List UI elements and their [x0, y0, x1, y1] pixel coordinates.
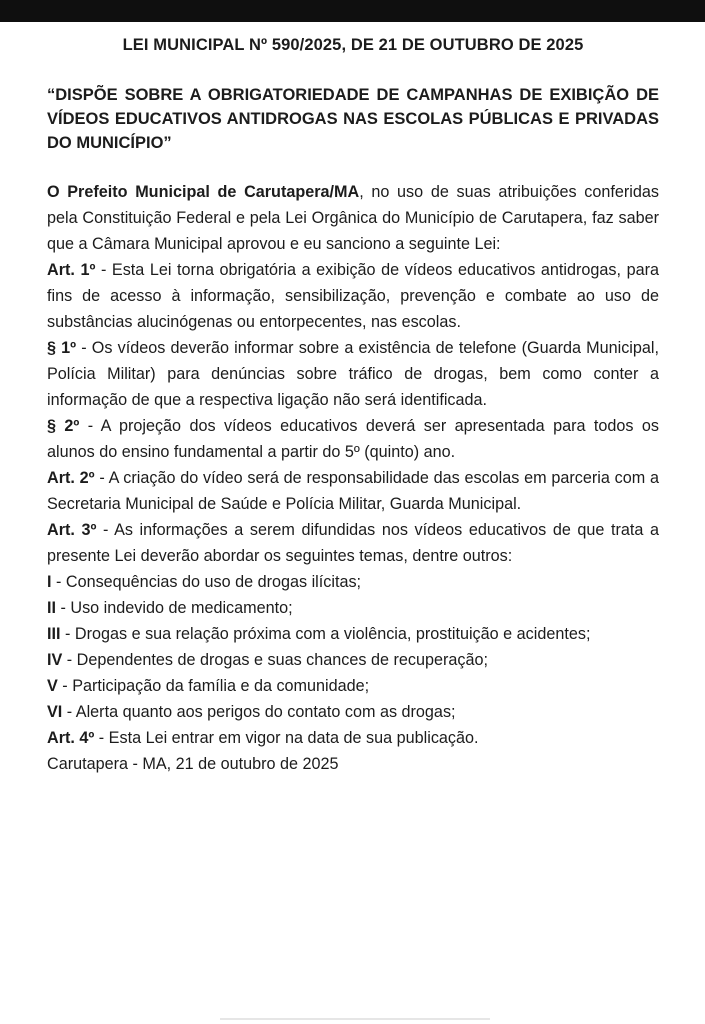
- inciso-ii: [47, 595, 659, 621]
- top-status-bar: [0, 0, 705, 22]
- paragraph-2-label: § 2º: [47, 417, 80, 435]
- article-2-text: - A criação do vídeo será de responsabilidade das escolas em parceria com a Secretaria Municipal de Saúde e Polícia Militar, Guarda Municipal.: [47, 469, 660, 513]
- closing-place-date: Carutapera - MA, 21 de outubro de 2025: [47, 755, 339, 773]
- article-4-text: - Esta Lei entrar em vigor na data de sua publicação.: [94, 729, 479, 747]
- preamble-bold: O Prefeito Municipal de Carutapera/MA: [47, 183, 360, 201]
- article-4-label: Art. 4º: [47, 729, 95, 747]
- bottom-divider: [220, 1018, 490, 1020]
- paragraph-1-label: § 1º: [47, 339, 77, 357]
- inciso-vi: [47, 699, 659, 725]
- article-1-label: Art. 1º: [47, 261, 96, 279]
- article-3: [47, 517, 659, 569]
- law-body: [47, 179, 659, 777]
- inciso-vi-label: VI: [47, 703, 63, 721]
- inciso-vi-text: - Alerta quanto aos perigos do contato com as drogas;: [62, 703, 456, 721]
- inciso-v-label: V: [47, 677, 58, 695]
- inciso-ii-text: - Uso indevido de medicamento;: [56, 599, 293, 617]
- paragraph-1: [47, 335, 659, 413]
- preamble-text: , no uso de suas atribuições conferidas pela Constituição Federal e pela Lei Orgânica do Município de Carutapera, faz saber que a Câmara Municipal aprovou e eu sanciono a seguinte Lei:: [47, 183, 659, 253]
- article-1-text: - Esta Lei torna obrigatória a exibição de vídeos educativos antidrogas, para fins de acesso à informação, sensibilização, prevenção e combate ao uso de substâncias alucinógenas ou entorpecentes, nas escolas.: [47, 261, 659, 331]
- inciso-iv: [47, 647, 659, 673]
- inciso-iii-label: III: [47, 625, 61, 643]
- article-3-label: Art. 3º: [47, 521, 97, 539]
- inciso-iii: [47, 621, 659, 647]
- article-3-text: - As informações a serem difundidas nos vídeos educativos de que trata a presente Lei deverão abordar os seguintes temas, dentre outros:: [47, 521, 659, 565]
- article-4: [47, 725, 659, 751]
- paragraph-2: [47, 413, 659, 465]
- article-2-label: Art. 2º: [47, 469, 95, 487]
- article-1: [47, 257, 659, 335]
- preamble: [47, 179, 659, 257]
- inciso-i: [47, 569, 659, 595]
- inciso-iv-label: IV: [47, 651, 63, 669]
- paragraph-1-text: - Os vídeos deverão informar sobre a existência de telefone (Guarda Municipal, Polícia Militar) para denúncias sobre tráfico de drogas, bem como conter a informação de que a respectiva ligação não será identificada.: [47, 339, 660, 409]
- law-title: LEI MUNICIPAL Nº 590/2025, DE 21 DE OUTUBRO DE 2025: [122, 36, 584, 54]
- paragraph-2-text: - A projeção dos vídeos educativos deverá ser apresentada para todos os alunos do ensino fundamental a partir do 5º (quinto) ano.: [47, 417, 659, 461]
- inciso-i-label: I: [47, 573, 52, 591]
- inciso-iii-text: - Drogas e sua relação próxima com a violência, prostituição e acidentes;: [60, 625, 591, 643]
- article-2: [47, 465, 659, 517]
- inciso-v: [47, 673, 659, 699]
- law-document: [47, 36, 659, 777]
- inciso-ii-label: II: [47, 599, 56, 617]
- inciso-v-text: - Participação da família e da comunidade;: [57, 677, 370, 695]
- inciso-i-text: - Consequências do uso de drogas ilícitas;: [51, 573, 362, 591]
- law-ementa: “DISPÕE SOBRE A OBRIGATORIEDADE DE CAMPANHAS DE EXIBIÇÃO DE VÍDEOS EDUCATIVOS ANTIDROGAS NAS ESCOLAS PÚBLICAS E PRIVADAS DO MUNICÍPIO”: [47, 86, 659, 152]
- inciso-iv-text: - Dependentes de drogas e suas chances de recuperação;: [62, 651, 488, 669]
